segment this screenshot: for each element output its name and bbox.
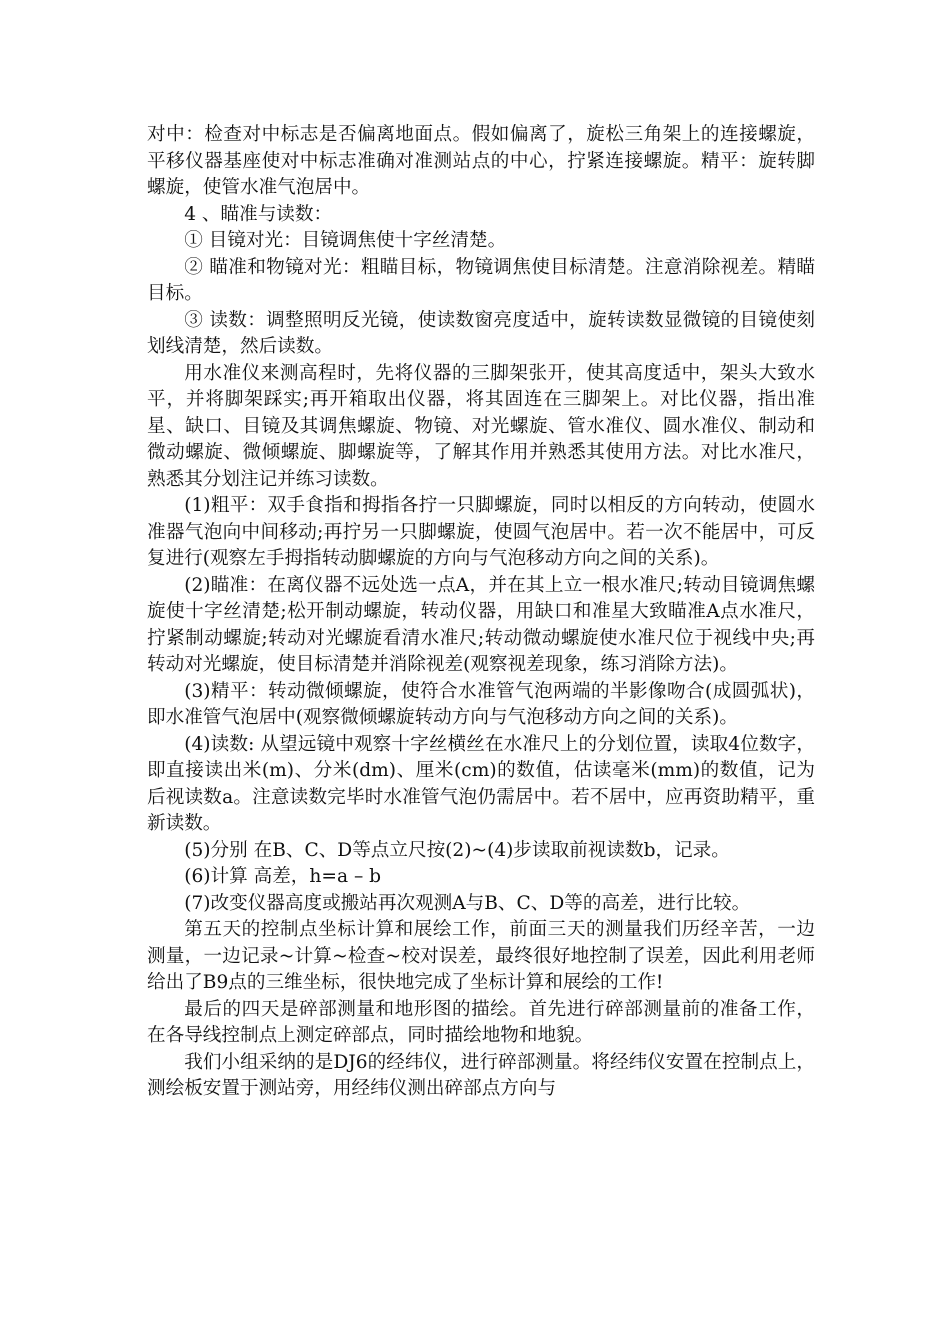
paragraph-12: (6)计算 高差，h=a – b: [184, 866, 382, 887]
paragraph-2: 4 、瞄准与读数：: [184, 203, 333, 225]
paragraph-14: 第五天的控制点坐标计算和展绘工作，前面三天的测量我们历经辛苦，一边测量，一边记录~计算~检查~校对误差，最终很好地控制了误差，因此利用老师给出了B9点的三维坐标，很快地完成了坐标计算和展绘的工作!: [147, 919, 815, 993]
paragraph-3: ① 目镜对光：目镜调焦使十字丝清楚。: [184, 230, 507, 251]
paragraph-10: (4)读数: 从望远镜中观察十字丝横丝在水准尺上的分划位置，读取4位数字，即直接读出米(m)、分米(dm)、厘米(cm)的数值，估读毫米(mm)的数值，记为后视读数a。注意读数完毕时水准管气泡仍需居中。若不居中，应再资助精平，重新读数。: [147, 733, 815, 834]
paragraph-16: 我们小组采纳的是DJ6的经纬仪，进行碎部测量。将经纬仪安置在控制点上，测绘板安置于测站旁，用经纬仪测出碎部点方向与: [147, 1051, 815, 1099]
paragraph-13: (7)改变仪器高度或搬站再次观测A与B、C、D等的高差，进行比较。: [184, 892, 751, 914]
paragraph-9: (3)精平：转动微倾螺旋，使符合水准管气泡两端的半影像吻合(成圆弧状)，即水准管气泡居中(观察微倾螺旋转动方向与气泡移动方向之间的关系)。: [147, 680, 815, 728]
paragraph-7: (1)粗平：双手食指和拇指各拧一只脚螺旋，同时以相反的方向转动，使圆水准器气泡向中间移动;再拧另一只脚螺旋，使圆气泡居中。若一次不能居中，可反复进行(观察左手拇指转动脚螺旋的方向与气泡移动方向之间的关系)。: [147, 495, 815, 569]
paragraph-6: 用水准仪来测高程时，先将仪器的三脚架张开，使其高度适中，架头大致水平，并将脚架踩实;再开箱取出仪器，将其固连在三脚架上。对比仪器，指出准星、缺口、目镜及其调焦螺旋、物镜、对光螺旋、管水准仪、圆水准仪、制动和微动螺旋、微倾螺旋、脚螺旋等，了解其作用并熟悉其使用方法。对比水准尺，熟悉其分划注记并练习读数。: [147, 362, 815, 490]
paragraph-11: (5)分别 在B、C、D等点立尺按(2)~(4)步读取前视读数b，记录。: [184, 839, 730, 861]
document-page: [147, 122, 815, 1103]
paragraph-4: ② 瞄准和物镜对光：粗瞄目标，物镜调焦使目标清楚。注意消除视差。精瞄目标。: [147, 256, 815, 304]
paragraph-8: (2)瞄准：在离仪器不远处选一点A，并在其上立一根水准尺;转动目镜调焦螺旋使十字丝清楚;松开制动螺旋，转动仪器，用缺口和准星大致瞄准A点水准尺，拧紧制动螺旋;转动对光螺旋看清水准尺;转动微动螺旋使水准尺位于视线中央;再转动对光螺旋，使目标清楚并消除视差(观察视差现象，练习消除方法)。: [147, 574, 815, 675]
paragraph-5: ③ 读数：调整照明反光镜，使读数窗亮度适中，旋转读数显微镜的目镜使刻划线清楚，然后读数。: [147, 309, 815, 357]
paragraph-15: 最后的四天是碎部测量和地形图的描绘。首先进行碎部测量前的准备工作，在各导线控制点上测定碎部点，同时描绘地物和地貌。: [147, 998, 815, 1046]
paragraph-1: 对中：检查对中标志是否偏离地面点。假如偏离了，旋松三角架上的连接螺旋，平移仪器基座使对中标志准确对准测站点的中心，拧紧连接螺旋。精平：旋转脚螺旋，使管水准气泡居中。: [147, 124, 815, 198]
